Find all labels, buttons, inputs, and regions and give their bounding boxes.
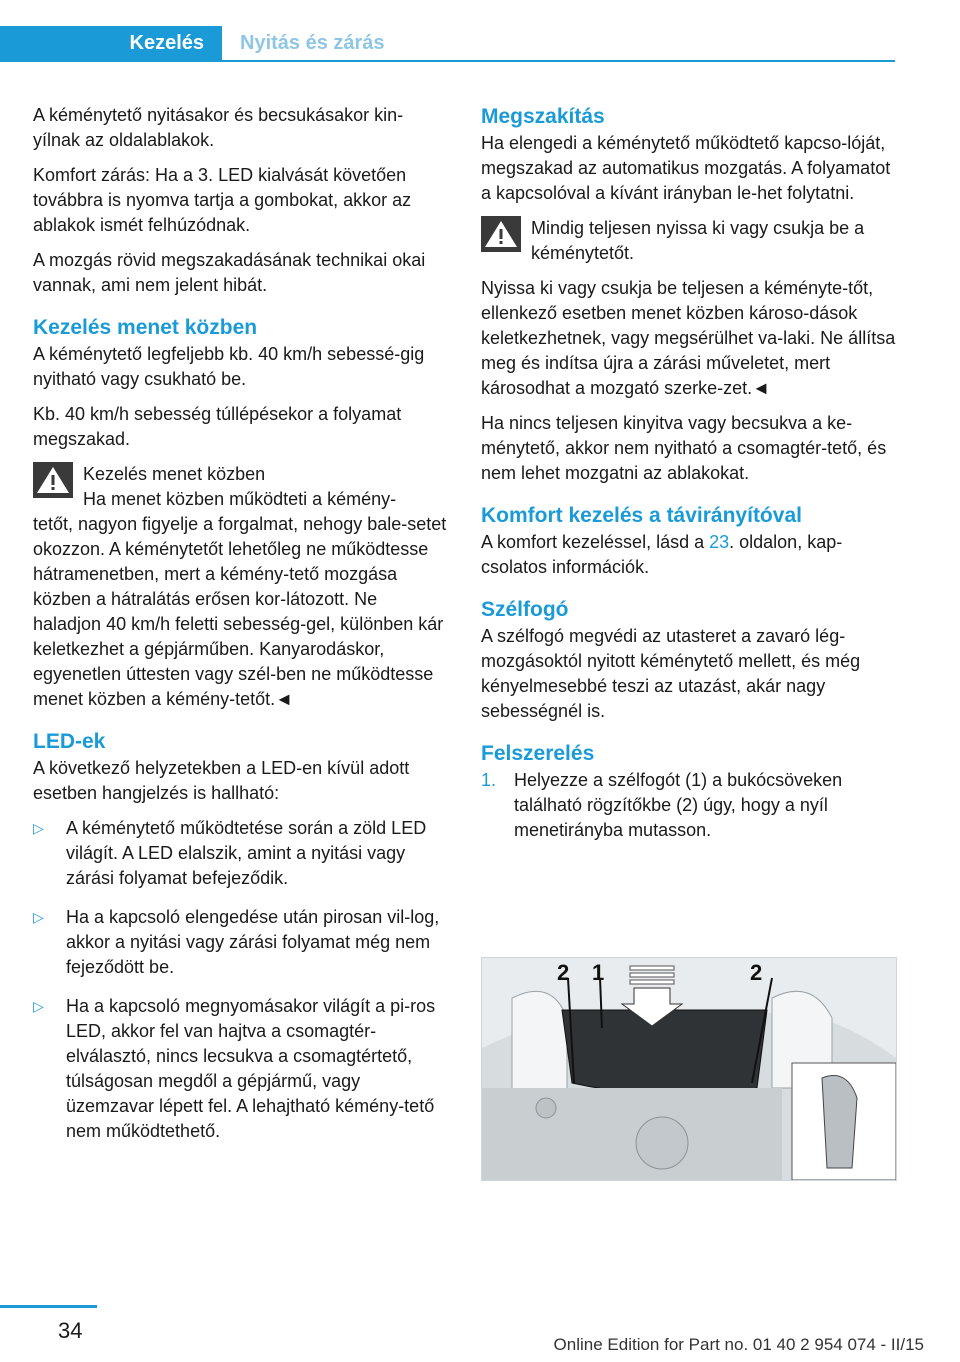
list-item: ▷ Ha a kapcsoló elengedése után pirosan vil-log, akkor a nyitási vagy zárási folyamat még nem fejeződött be. [33, 907, 440, 977]
heading-drive-operation: Kezelés menet közben [33, 316, 258, 339]
step-number: 1. [481, 770, 497, 790]
heading-remote-comfort: Komfort kezelés a távirányítóval [481, 504, 802, 527]
warning-block [481, 216, 896, 266]
header-rule [222, 60, 895, 62]
warning-icon [481, 216, 521, 252]
header-bar [0, 26, 895, 62]
paragraph: Nyissa ki vagy csukja be teljesen a kéményte-tőt, ellenkező esetben menet közben károso-dások keletkezhetnek, vagy megsérülhet va-laki. Ne állítsa meg és indítsa újra a zárási műveletet, mert károsodhat a mozgató szerke-zet.◄ [481, 278, 896, 398]
list-item: ▷ A kéménytető működtetése során a zöld LED világít. A LED elalszik, amint a nyitási vagy zárási folyamat befejeződik. [33, 818, 427, 888]
right-column [481, 103, 896, 843]
paragraph: Kb. 40 km/h sebesség túllépésekor a folyamat megszakad. [33, 404, 402, 449]
warning-title: Kezelés menet közben [83, 464, 266, 484]
paragraph: Ha nincs teljesen kinyitva vagy becsukva a ke-ménytető, akkor nem nyitható a csomagtér-tető, és nem lehet mozgatni az ablakokat. [481, 413, 887, 483]
warning-icon [33, 462, 73, 498]
heading-wind-deflector: Szélfogó [481, 598, 569, 621]
step-text: Helyezze a szélfogót (1) a bukócsöveken található rögzítőkbe (2) úgy, hogy a nyíl menetirányba mutasson. [514, 770, 843, 840]
figure-label-2-right: 2 [750, 960, 763, 985]
page-reference-link[interactable]: 23 [709, 532, 730, 552]
heading-interrupt: Megszakítás [481, 105, 605, 128]
footer-rule [0, 1305, 97, 1308]
heading-installation: Felszerelés [481, 742, 595, 765]
figure-label-1: 1 [592, 960, 605, 985]
warning-text-first: Ha menet közben működteti a kémény- [83, 489, 397, 509]
paragraph: Ha elengedi a kéménytető működtető kapcso-lóját, megszakad az automatikus mozgatás. A folyamatot a kapcsolóval a kívánt irányban le-het folytatni. [481, 133, 891, 203]
subsection-tab-label: Nyitás és zárás [240, 32, 385, 54]
paragraph: A szélfogó megvédi az utasteret a zavaró lég-mozgásoktól nyitott kéménytető mellett, és még kényelmesebbé teszi az utazást, akár nagy sebességnél is. [481, 626, 861, 721]
install-steps [481, 768, 896, 843]
paragraph: Komfort zárás: Ha a 3. LED kialvását követően továbbra is nyomva tartja a gombokat, akkor az ablakok ismét felhúzódnak. [33, 165, 412, 235]
page-number: 34 [58, 1318, 83, 1343]
led-list [33, 816, 448, 1144]
paragraph: A következő helyzetekben a LED-en kívül adott esetben hangjelzés is hallható: [33, 758, 410, 803]
heading-leds: LED-ek [33, 730, 106, 753]
left-column [33, 103, 448, 1158]
triangle-bullet-icon: ▷ [33, 909, 44, 925]
list-item: ▷ Ha a kapcsoló megnyomásakor világít a pi-ros LED, akkor fel van hajtva a csomagtér-elválasztó, nincs lecsukva a csomagtértető, túlságosan megdől a gépjármű, vagy üzemzavar lépett fel. A lehajtható kémény-tető nem működtethető. [33, 996, 436, 1141]
paragraph: A kéménytető nyitásakor és becsukásakor kin-yílnak az oldalablakok. [33, 105, 404, 150]
triangle-bullet-icon: ▷ [33, 998, 44, 1014]
warning-text: Mindig teljesen nyissa ki vagy csukja be a kéménytetőt. [531, 218, 865, 263]
triangle-bullet-icon: ▷ [33, 820, 44, 836]
figure-label-2-left: 2 [557, 960, 570, 985]
warning-text: tetőt, nagyon figyelje a forgalmat, nehogy bale-setet okozzon. A kéménytetőt lehetőleg ne működtesse hátramenetben, mert a kémény-tető mozgása közben a hátralátás erősen kor-látozott. Ne haladjon 40 km/h feletti sebesség-gel, különben kár keletkezhet a gépjárműben. Kanyarodáskor, egyenetlen úttesten vagy szél-ben ne működtesse menet közben a kémény-tetőt.◄ [33, 514, 447, 709]
paragraph: A komfort kezeléssel, lásd a 23. oldalon, kap-csolatos információk. [481, 532, 843, 577]
section-tab-active[interactable] [0, 26, 222, 62]
warning-block [33, 462, 448, 712]
wind-deflector-drawing [482, 958, 896, 1180]
paragraph: A kéménytető legfeljebb kb. 40 km/h sebessé-gig nyitható vagy csukható be. [33, 344, 425, 389]
section-tab-label: Kezelés [129, 32, 204, 54]
paragraph: A mozgás rövid megszakadásának technikai okai vannak, ami nem jelent hibát. [33, 250, 426, 295]
section-tab-subsection[interactable] [222, 26, 472, 62]
edition-text: Online Edition for Part no. 01 40 2 954 074 - II/15 [553, 1335, 924, 1354]
wind-deflector-illustration [481, 957, 897, 1181]
list-item [481, 768, 896, 843]
